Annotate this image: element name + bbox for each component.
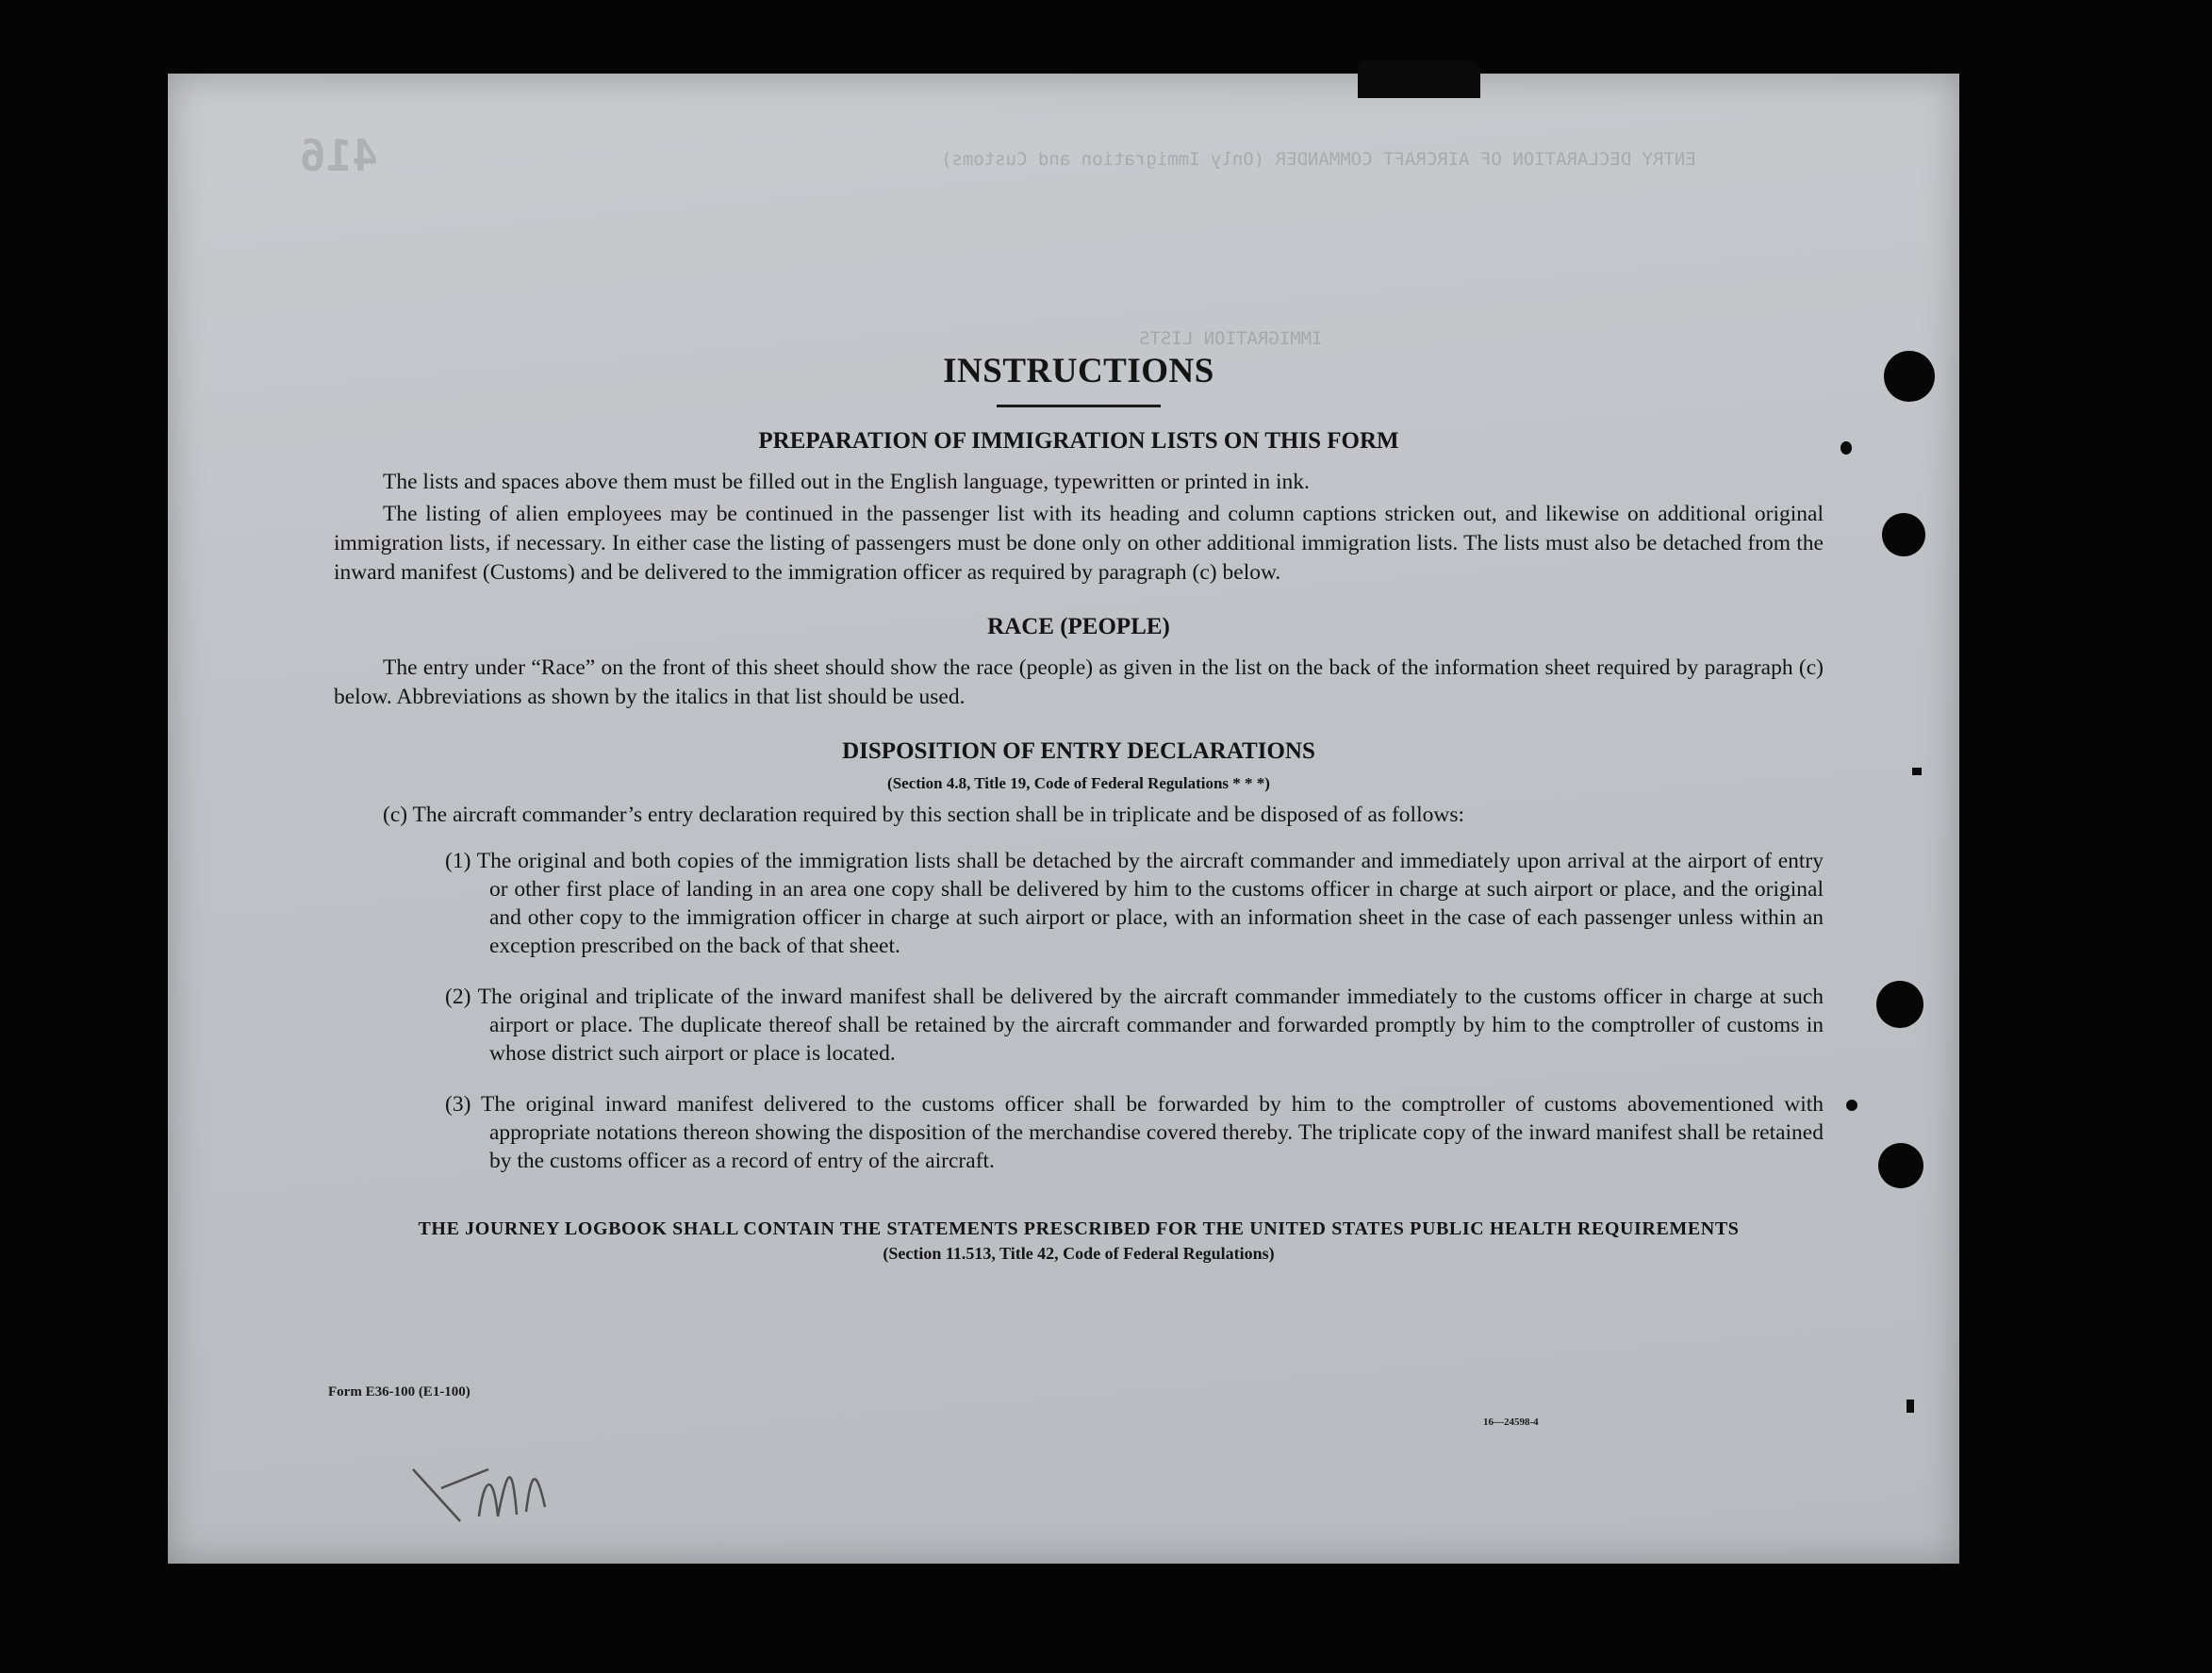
page-title: INSTRUCTIONS	[943, 352, 1214, 390]
bleed-through-form-number: 416	[300, 130, 379, 181]
paragraph-c-intro: (c) The aircraft commander’s entry declaration required by this section shall be in triplicate and be disposed of as follows:	[383, 803, 1464, 827]
bleed-through-line: ENTRY DECLARATION OF AIRCRAFT COMMANDER (Only Immigration and Customs)	[941, 149, 1696, 170]
health-requirement-citation: (Section 11.513, Title 42, Code of Federal Regulations)	[883, 1244, 1275, 1263]
paragraph: The lists and spaces above them must be filled out in the English language, typewritten or printed in ink.	[383, 470, 1310, 494]
regulation-citation: (Section 4.8, Title 19, Code of Federal Regulations * * *)	[887, 774, 1270, 792]
paragraph: The listing of alien employees may be continued in the passenger list with its heading and column captions stricken out, and likewise on additional original immigration lists, if necessary. In either case the listing of passengers must be done only on other additional immigration lists. The lists must also be detached from the inward manifest (Customs) and be delivered to the immigration officer as required by paragraph (c) below.	[334, 502, 1824, 585]
list-item: (3) The original inward manifest delivered to the customs officer shall be forwarded by him to the comptroller of customs abovementioned with appropriate notations thereon showing the disposition of the merchandise covered thereby. The triplicate copy of the inward manifest shall be retained by the customs officer as a record of entry of the aircraft.	[445, 1092, 1824, 1173]
instructions-block	[334, 272, 1824, 1264]
title-underline	[997, 405, 1161, 407]
scan-speck	[1912, 768, 1922, 775]
handwritten-initials	[404, 1432, 592, 1535]
punch-hole	[1884, 351, 1935, 402]
punch-hole	[1876, 981, 1923, 1028]
punch-hole	[1882, 513, 1925, 556]
health-requirement-notice: THE JOURNEY LOGBOOK SHALL CONTAIN THE STATEMENTS PRESCRIBED FOR THE UNITED STATES PUBLIC HEALTH REQUIREMENTS	[418, 1218, 1740, 1239]
list-item: (1) The original and both copies of the immigration lists shall be detached by the aircraft commander and immediately upon arrival at the airport of entry or other first place of landing in an area one copy shall be delivered by him to the customs officer in charge at such airport or place, and the original and other copy to the immigration officer in charge at such airport or place, with an information sheet in the case of each passenger unless within an exception prescribed on the back of that sheet.	[445, 849, 1824, 958]
scan-speck	[1846, 1100, 1857, 1111]
print-code: 16—24598-4	[1483, 1416, 1539, 1428]
scan-speck	[1907, 1400, 1914, 1413]
form-number: Form E36-100 (E1-100)	[328, 1384, 470, 1400]
paragraph: The entry under “Race” on the front of this sheet should show the race (people) as given in the list on the back of the information sheet required by paragraph (c) below. Abbreviations as shown by the italics in that list should be used.	[334, 655, 1824, 709]
punch-hole	[1878, 1143, 1923, 1188]
edge-tear	[1358, 60, 1480, 98]
section-heading-disposition: DISPOSITION OF ENTRY DECLARATIONS	[842, 738, 1315, 764]
scan-speck	[1841, 441, 1852, 455]
bleed-through-line: IMMIGRATION LISTS	[1139, 328, 1323, 349]
document-sheet	[168, 74, 1959, 1564]
section-heading-race: RACE (PEOPLE)	[987, 614, 1170, 639]
section-heading-preparation: PREPARATION OF IMMIGRATION LISTS ON THIS FORM	[758, 428, 1399, 454]
list-item: (2) The original and triplicate of the inward manifest shall be delivered by the aircraft commander immediately to the customs officer in charge at such airport or place. The duplicate thereof shall be retained by the aircraft commander and forwarded promptly by him to the comptroller of customs in whose district such airport or place is located.	[445, 985, 1824, 1066]
